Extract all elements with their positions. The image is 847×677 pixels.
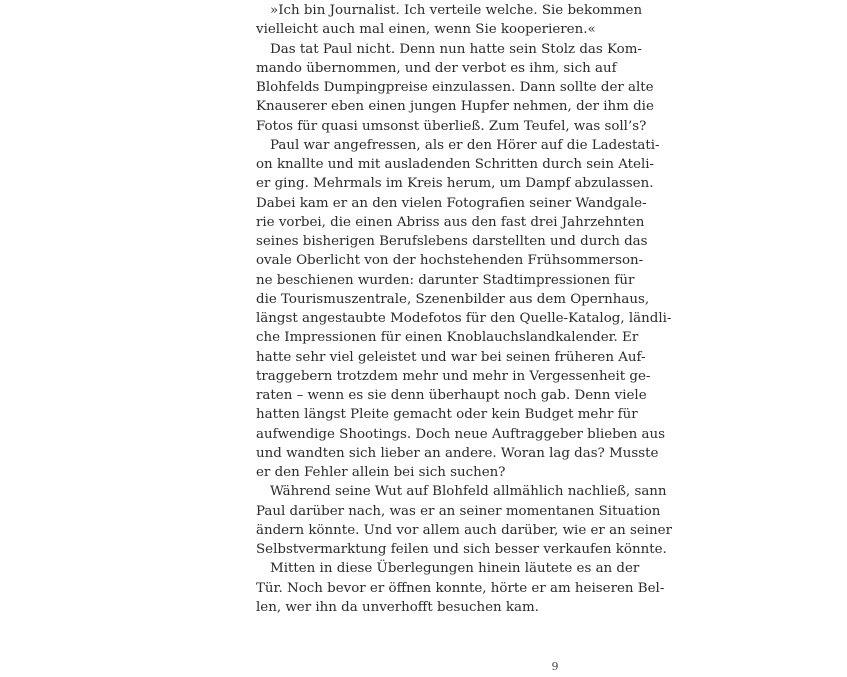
text-line: er den Fehler allein bei sich suchen?: [256, 465, 506, 480]
text-line: len, wer ihn da unverhofft besuchen kam.: [256, 599, 539, 615]
text-line: die Tourismuszentrale, Szenenbilder aus dem Opernhaus,: [256, 291, 650, 307]
text-line: che Impressionen für einen Knoblauchslandkalender. Er: [256, 330, 639, 346]
paragraph: [256, 40, 654, 136]
text-line: on knallte und mit ausladenden Schritten durch sein Ateli-: [256, 157, 655, 172]
text-line: aufwendige Shootings. Doch neue Auftraggeber blieben aus: [256, 426, 666, 442]
text-line: raten – wenn es sie denn überhaupt noch gab. Denn viele: [256, 388, 647, 403]
text-line: seines bisherigen Berufslebens darstellten und durch das: [256, 234, 648, 249]
body-text: [256, 1, 672, 617]
text-line: Selbstvermarktung feilen und sich besser verkaufen könnte.: [256, 542, 667, 557]
text-line: hatten längst Pleite gemacht oder kein Budget mehr für: [256, 407, 638, 423]
text-line: Blohfelds Dumpingpreise einzulassen. Dann sollte der alte: [256, 80, 654, 95]
text-line: mando übernommen, und der verbot es ihm, sich auf: [256, 60, 617, 76]
text-line: hatte sehr viel geleistet und war bei seinen früheren Auf-: [256, 349, 646, 365]
text-line: Tür. Noch bevor er öffnen konnte, hörte er am heiseren Bel-: [256, 580, 665, 596]
text-line: traggebern trotzdem mehr und mehr in Vergessenheit ge-: [256, 368, 651, 384]
text-line: vielleicht auch mal einen, wenn Sie kooperieren.«: [256, 22, 596, 38]
text-line: Dabei kam er an den vielen Fotografien seiner Wandgale-: [256, 195, 647, 211]
text-line: und wandten sich lieber an andere. Woran lag das? Musste: [256, 445, 659, 461]
page-number: 9: [551, 660, 559, 673]
text-line: er ging. Mehrmals im Kreis herum, um Dampf abzulassen.: [256, 176, 654, 192]
text-line: ne beschienen wurden: darunter Stadtimpressionen für: [256, 272, 635, 288]
text-line: längst angestaubte Modefotos für den Quelle-Katalog, ländli-: [256, 311, 672, 326]
text-line: Paul darüber nach, was er an seiner momentanen Situation: [256, 503, 661, 519]
paragraph: [256, 482, 672, 559]
text-line: ovale Oberlicht von der hochstehenden Frühsommerson-: [256, 253, 644, 269]
text-line: Knauserer eben einen jungen Hupfer nehmen, der ihm die: [256, 99, 654, 115]
text-line: Das tat Paul nicht. Denn nun hatte sein Stolz das Kom-: [270, 41, 642, 57]
paragraph: [256, 136, 672, 483]
text-line: Fotos für quasi umsonst überließ. Zum Teufel, was soll’s?: [256, 118, 647, 134]
text-line: Während seine Wut auf Blohfeld allmählich nachließ, sann: [270, 484, 667, 500]
text-line: Mitten in diese Überlegungen hinein läutete es an der: [270, 561, 640, 577]
text-line: rie vorbei, die einen Abriss aus den fast drei Jahrzehnten: [256, 214, 645, 230]
text-line: ändern könnte. Und vor allem auch darüber, wie er an seiner: [256, 522, 672, 538]
text-line: »Ich bin Journalist. Ich verteile welche. Sie bekommen: [270, 3, 643, 18]
paragraph: [256, 559, 665, 617]
paragraph: [256, 1, 643, 40]
text-line: Paul war angefressen, als er den Hörer auf die Ladestati-: [270, 137, 660, 153]
